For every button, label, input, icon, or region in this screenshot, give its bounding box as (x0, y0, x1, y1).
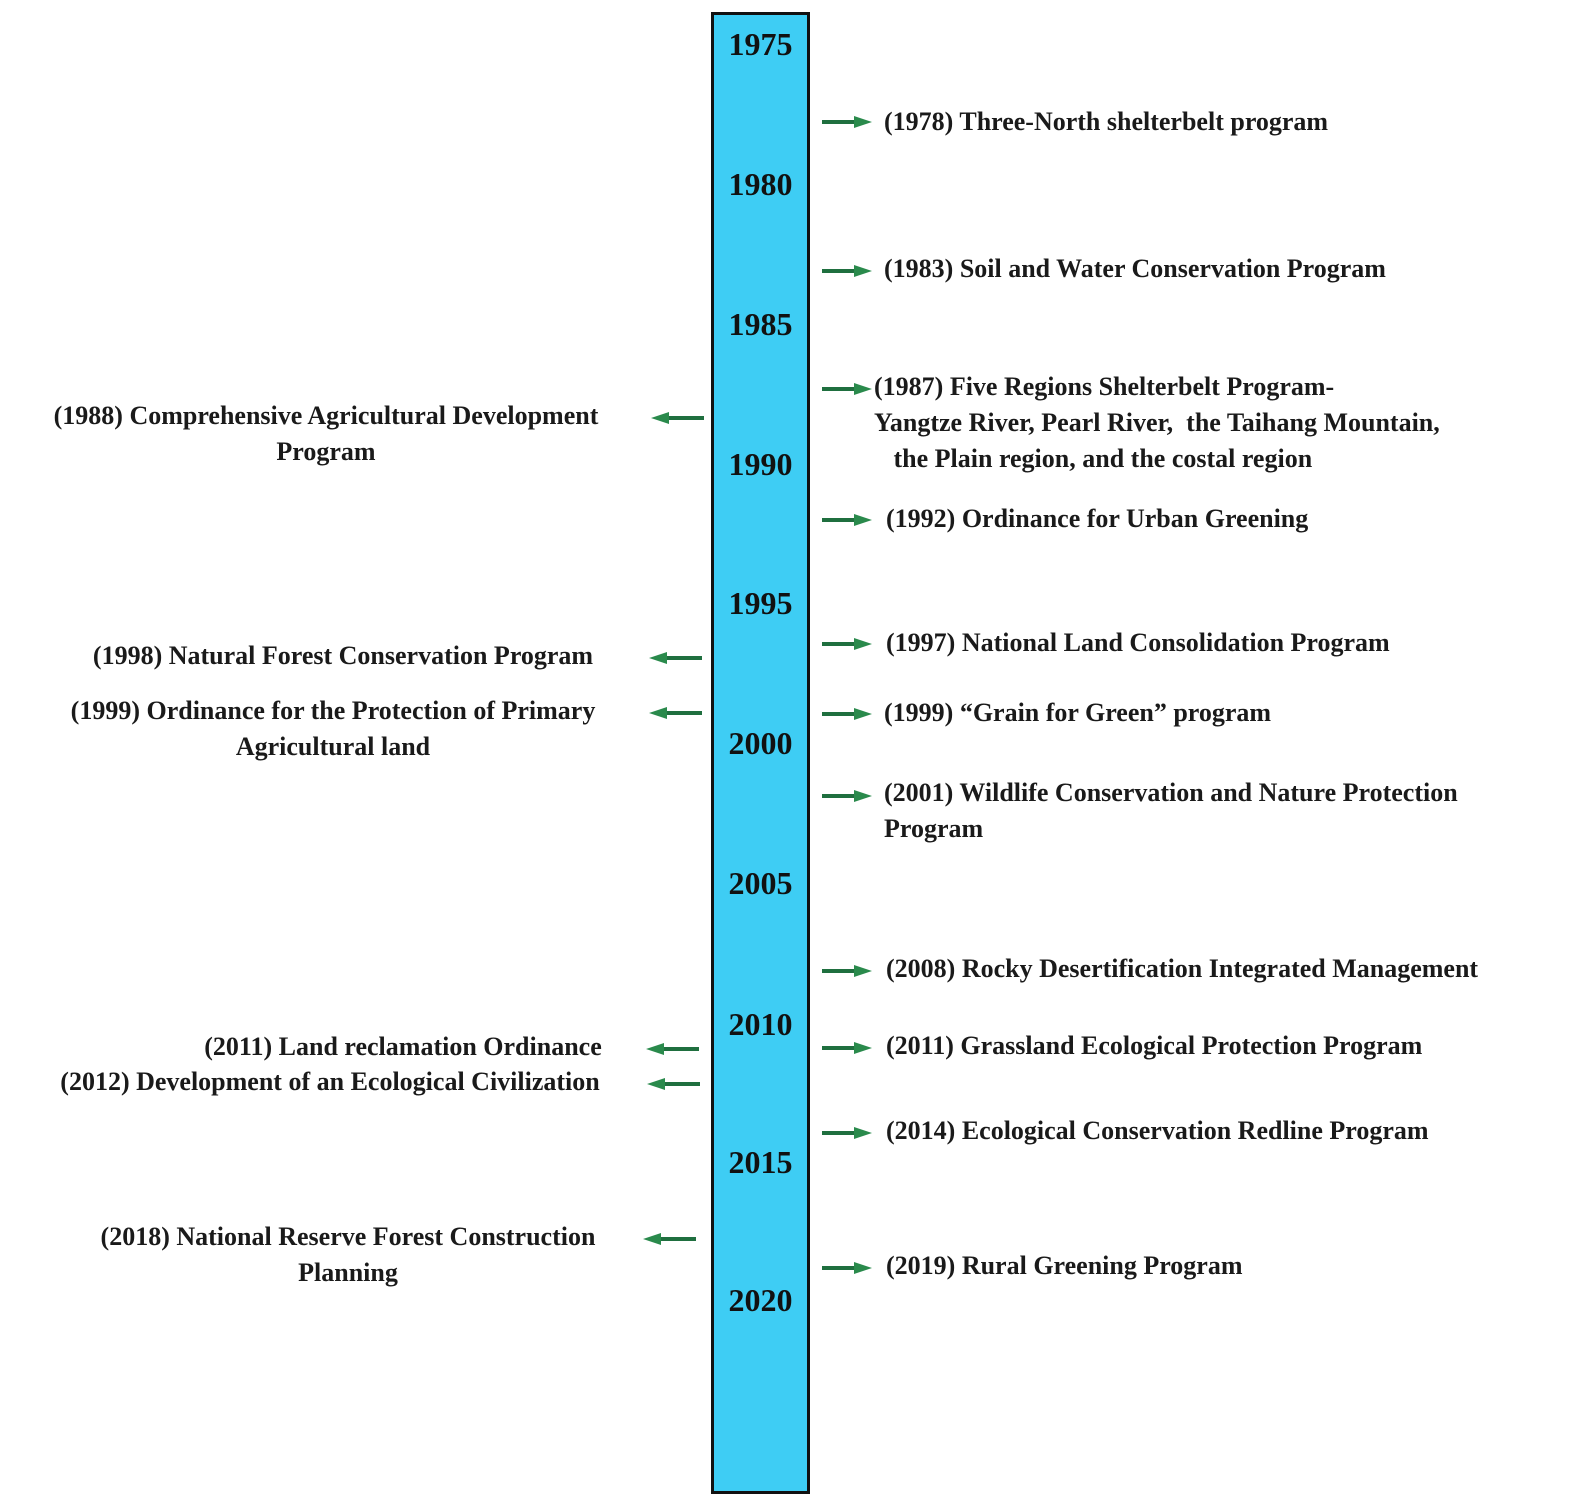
left-event-label: (2018) National Reserve Forest Construction Planning (100, 1222, 596, 1287)
year-label-1980: 1980 (728, 166, 793, 202)
right-event-arrow (822, 265, 872, 277)
right-event-label: (2011) Grassland Ecological Protection Program (886, 1031, 1423, 1060)
right-event-label: (1978) Three-North shelterbelt program (884, 107, 1329, 136)
right-event-arrow (822, 965, 872, 977)
year-label-1975: 1975 (728, 26, 793, 62)
right-event-arrow (822, 1262, 872, 1274)
year-label-1995: 1995 (728, 585, 793, 621)
year-label-2010: 2010 (728, 1006, 793, 1042)
right-event-arrow (822, 790, 872, 802)
right-event-label: (1999) “Grain for Green” program (884, 698, 1272, 727)
left-event-label: (1999) Ordinance for the Protection of Primary Agricultural land (70, 696, 596, 761)
right-event-arrow (822, 1127, 872, 1139)
right-event-label: (1992) Ordinance for Urban Greening (886, 504, 1309, 533)
right-event-arrow (822, 708, 872, 720)
year-label-1990: 1990 (728, 446, 793, 482)
right-event-label: (1987) Five Regions Shelterbelt Program- Yangtze River, Pearl River, the Taihang Mountain, the Plain region, and the costal region (874, 372, 1440, 473)
right-event-arrow (822, 1042, 872, 1054)
right-event-label: (2001) Wildlife Conservation and Nature Protection Program (884, 778, 1458, 843)
left-event-label: (2011) Land reclamation Ordinance (204, 1032, 602, 1061)
left-event-arrow (649, 652, 702, 664)
year-label-2005: 2005 (728, 865, 793, 901)
left-event-arrow (649, 707, 702, 719)
left-event-arrow (646, 1043, 699, 1055)
left-event-label: (1998) Natural Forest Conservation Program (92, 641, 594, 670)
right-event-arrow (822, 383, 872, 395)
left-event-arrow (643, 1233, 696, 1245)
left-event-label: (2012) Development of an Ecological Civilization (60, 1067, 600, 1096)
year-label-2015: 2015 (728, 1144, 793, 1180)
right-event-label: (2014) Ecological Conservation Redline Program (886, 1116, 1429, 1145)
right-event-arrow (822, 638, 872, 650)
year-label-2000: 2000 (728, 725, 793, 761)
left-event-arrow (651, 412, 704, 424)
right-event-label: (2008) Rocky Desertification Integrated Management (886, 954, 1479, 983)
year-label-2020: 2020 (728, 1282, 793, 1318)
left-event-label: (1988) Comprehensive Agricultural Development Program (53, 401, 599, 466)
year-label-1985: 1985 (728, 306, 793, 342)
right-event-arrow (822, 116, 872, 128)
right-event-label: (1997) National Land Consolidation Program (886, 628, 1390, 657)
left-event-arrow (647, 1078, 700, 1090)
right-event-arrow (822, 514, 872, 526)
right-event-label: (1983) Soil and Water Conservation Program (884, 254, 1386, 283)
right-event-label: (2019) Rural Greening Program (886, 1251, 1243, 1280)
